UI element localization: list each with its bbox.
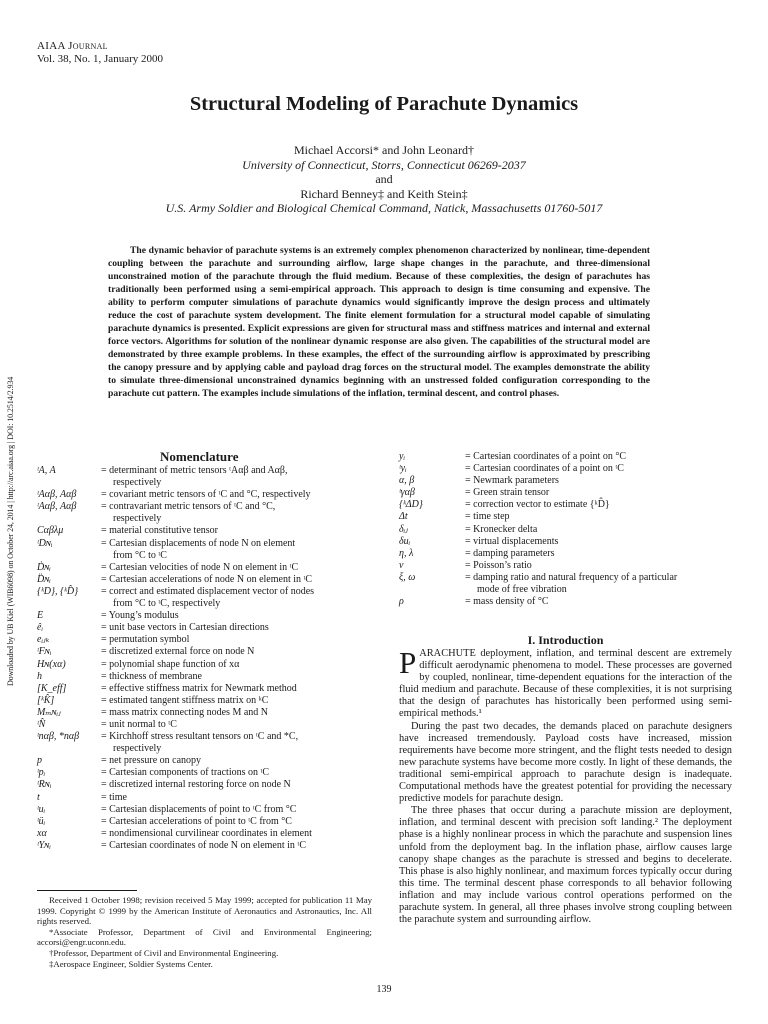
nomenclature-definition: = correction vector to estimate {ᵏD̂}: [465, 499, 610, 511]
nomenclature-entry: [37, 804, 372, 816]
nomenclature-definition: = permutation symbol: [101, 634, 190, 646]
nomenclature-entry: [399, 463, 732, 475]
nomenclature-definition: = nondimensional curvilinear coordinates in element: [101, 827, 312, 839]
nomenclature-definition: = Poisson’s ratio: [465, 559, 532, 571]
nomenclature-definition: = Cartesian coordinates of a point on ᵗC: [465, 463, 624, 475]
nomenclature-symbol: h: [37, 670, 42, 682]
nomenclature-definition-continued: from °C to ᵗC, respectively: [113, 598, 221, 610]
nomenclature-symbol: ᵗFɴᵢ: [37, 646, 52, 658]
journal-header: [37, 40, 163, 66]
nomenclature-entry: [37, 755, 372, 767]
nomenclature-definition: = net pressure on canopy: [101, 755, 202, 767]
nomenclature-entry: [37, 683, 372, 695]
nomenclature-symbol: ν: [399, 559, 404, 571]
intro-paragraph-3: The three phases that occur during a parachute mission are deployment, inflation, and terminal descent with precision soft landing.² The deployment phase is a highly nonlinear process in which the parachute and suspension lines unfold from the deployment bag. In the inflation phase, airflow causes large canopy shape changes as the parachute is stressed and begins to decelerate. This phase is also highly nonlinear, and maximum forces typically occur during this time. The terminal descent phase corresponds to all behavior following inflation and may include various control operations performed on the parachute system. In general, all three phases involve strong coupling between the parachute system and surrounding airflow.: [399, 805, 732, 926]
nomenclature-definition: = time step: [465, 511, 510, 523]
nomenclature-entry: [37, 646, 372, 658]
nomenclature-left: [37, 465, 372, 852]
nomenclature-definition: = material constitutive tensor: [101, 525, 218, 537]
nomenclature-entry: [37, 574, 372, 586]
nomenclature-definition-continued: respectively: [113, 477, 162, 489]
nomenclature-symbol: xα: [37, 827, 47, 839]
nomenclature-symbol: Mₘɴᵢⱼ: [37, 706, 61, 718]
nomenclature-entry: [399, 487, 732, 499]
journal-volume: Vol. 38, No. 1, January 2000: [37, 53, 163, 65]
nomenclature-symbol: ᵗN̂: [37, 718, 46, 730]
footnote-rule: [37, 890, 137, 891]
nomenclature-symbol: ᵗüᵢ: [37, 815, 46, 827]
nomenclature-definition: = mass density of °C: [465, 596, 549, 608]
nomenclature-definition: = unit normal to ᵗC: [101, 718, 177, 730]
intro-paragraph-2: During the past two decades, the demands placed on parachute designers have increased tremendously. Payload costs have increased, mission requirements have become more stringent, and the flight tests needed to design new parachute systems have become more costly. In light of these demands, the traditional semi-empirical approach to parachute design is inadequate. Computational methods have the greatest potential for providing the necessary predictive models for parachute design.: [399, 720, 732, 805]
nomenclature-definition: = Young’s modulus: [101, 610, 179, 622]
journal-name: AIAA Journal: [37, 40, 108, 52]
nomenclature-symbol: [ᵏK̂]: [37, 694, 55, 706]
drop-cap: P: [399, 645, 417, 680]
footnotes: [37, 895, 372, 969]
nomenclature-definition: = Kirchhoff stress resultant tensors on ᵗC and *C,: [101, 731, 299, 743]
nomenclature-definition: = discretized internal restoring force on node N: [101, 779, 291, 791]
nomenclature-symbol: ρ: [399, 596, 404, 608]
intro-p1-text: deployment, inflation, and terminal descent are extremely difficult aerodynamic phenomena to model. These processes are governed by coupled, nonlinear, time-dependent equations for the interaction of the fluid medium and parachute. Because of these complexities, it is not surprising that the design of parachutes has historically been performed using semi-empirical methods.¹: [399, 648, 732, 720]
nomenclature-definition: = effective stiffness matrix for Newmark method: [101, 682, 297, 694]
nomenclature-definition: = virtual displacements: [465, 535, 559, 547]
nomenclature-definition: = unit base vectors in Cartesian directions: [101, 622, 269, 634]
nomenclature-symbol: ᵗYɴᵢ: [37, 839, 51, 851]
affiliation-1: University of Connecticut, Storrs, Connecticut 06269-2037: [242, 157, 526, 172]
nomenclature-entry: [399, 451, 732, 463]
nomenclature-definition: = correct and estimated displacement vector of nodes: [101, 585, 315, 597]
paper-title: Structural Modeling of Parachute Dynamics: [189, 93, 579, 115]
nomenclature-definition: = Newmark parameters: [465, 475, 559, 487]
nomenclature-symbol: ᵗA, A: [37, 465, 56, 476]
nomenclature-entry: [37, 671, 372, 683]
nomenclature-entry: [37, 562, 372, 574]
download-side-note: [6, 336, 20, 686]
nomenclature-entry: [399, 596, 732, 608]
nomenclature-symbol: ᵗnαβ, *nαβ: [37, 731, 80, 743]
nomenclature-symbol: [K_eff]: [37, 682, 67, 694]
nomenclature-entry: [399, 548, 732, 560]
nomenclature-symbol: {ᵏD}, {ᵏD̂}: [37, 585, 79, 597]
nomenclature-entry: [37, 538, 372, 562]
nomenclature-symbol: Hɴ(xα): [37, 658, 66, 670]
nomenclature-symbol: ᵗRɴᵢ: [37, 779, 52, 791]
nomenclature-symbol: E: [37, 610, 44, 622]
nomenclature-entry: [37, 634, 372, 646]
nomenclature-entry: [37, 622, 372, 634]
nomenclature-definition: = Cartesian displacements of node N on element: [101, 537, 296, 549]
nomenclature-definition: = determinant of metric tensors ᵗAαβ and Aαβ,: [101, 465, 288, 476]
nomenclature-entry: [37, 501, 372, 525]
nomenclature-entry: [37, 731, 372, 755]
nomenclature-entry: [399, 475, 732, 487]
nomenclature-entry: [37, 767, 372, 779]
authors-line-2: Richard Benney‡ and Keith Stein‡: [300, 186, 468, 201]
nomenclature-definition: = Cartesian accelerations of node N on element in ᵗC: [101, 573, 313, 585]
nomenclature-symbol: {ᵏΔD}: [399, 499, 423, 511]
nomenclature-symbol: ᵗγαβ: [399, 487, 415, 499]
nomenclature-entry: [399, 499, 732, 511]
nomenclature-entry: [37, 659, 372, 671]
nomenclature-symbol: ᵗuᵢ: [37, 803, 46, 815]
nomenclature-definition: = Cartesian components of tractions on ᵗC: [101, 767, 270, 779]
authors-line-1: Michael Accorsi* and John Leonard†: [294, 143, 474, 157]
nomenclature-entry: [37, 586, 372, 610]
introduction-heading: I. Introduction: [527, 633, 604, 647]
nomenclature-symbol: η, λ: [399, 547, 414, 559]
nomenclature-symbol: ᵗAαβ, Aαβ: [37, 489, 77, 501]
nomenclature-entry: [37, 816, 372, 828]
nomenclature-definition: = thickness of membrane: [101, 670, 202, 682]
nomenclature-symbol: ᵗyᵢ: [399, 463, 407, 475]
intro-paragraph-1: [399, 645, 732, 721]
intro-first-word: ARACHUTE: [419, 648, 476, 659]
nomenclature-entry: [37, 828, 372, 840]
nomenclature-entry: [37, 707, 372, 719]
nomenclature-definition: = Cartesian accelerations of point to ᵗC from °C: [101, 815, 292, 827]
nomenclature-entry: [37, 489, 372, 501]
nomenclature-entry: [37, 695, 372, 707]
nomenclature-definition: = Cartesian displacements of point to ᵗC from °C: [101, 803, 297, 815]
nomenclature-symbol: ᵗDɴᵢ: [37, 537, 53, 549]
nomenclature-right: [399, 451, 732, 608]
footnote-2: †Professor, Department of Civil and Environmental Engineering.: [49, 947, 279, 958]
nomenclature-symbol: ξ, ω: [399, 571, 416, 583]
footnote-3: ‡Aerospace Engineer, Soldier Systems Center.: [49, 958, 213, 969]
nomenclature-entry: [37, 840, 372, 852]
footnote-1: *Associate Professor, Department of Civil and Environmental Engineering; accorsi@engr.uconn.edu.: [37, 926, 372, 948]
nomenclature-symbol: δᵢⱼ: [399, 523, 408, 535]
nomenclature-heading: Nomenclature: [160, 449, 239, 464]
nomenclature-symbol: Cαβλμ: [37, 525, 64, 537]
nomenclature-definition: = Cartesian coordinates of a point on °C: [465, 451, 626, 462]
nomenclature-definition-continued: respectively: [113, 743, 162, 755]
nomenclature-symbol: eᵢⱼₖ: [37, 634, 50, 646]
nomenclature-symbol: Ḋɴᵢ: [37, 561, 51, 573]
nomenclature-entry: [399, 560, 732, 572]
nomenclature-definition: = time: [101, 791, 127, 803]
nomenclature-definition: = covariant metric tensors of ᵗC and °C, respectively: [101, 489, 311, 501]
nomenclature-symbol: p: [37, 755, 42, 767]
nomenclature-symbol: êᵢ: [37, 622, 44, 634]
nomenclature-definition: = Cartesian coordinates of node N on element in ᵗC: [101, 839, 306, 851]
nomenclature-symbol: ᵗpᵢ: [37, 767, 46, 779]
side-note-text: Downloaded by UB Kiel (WIB6098) on October 24, 2014 | http://arc.aiaa.org | DOI: 10.2514/2.934: [6, 376, 15, 686]
nomenclature-definition-continued: mode of free vibration: [477, 584, 567, 596]
nomenclature-definition: = discretized external force on node N: [101, 646, 255, 658]
affiliation-2: U.S. Army Soldier and Biological Chemical Command, Natick, Massachusetts 01760-5017: [165, 201, 603, 216]
nomenclature-entry: [37, 465, 372, 489]
nomenclature-symbol: Δt: [399, 511, 408, 523]
nomenclature-symbol: δuᵢ: [399, 535, 411, 547]
nomenclature-symbol: ᵗAαβ, Aαβ: [37, 501, 77, 513]
nomenclature-definition-continued: respectively: [113, 513, 162, 525]
nomenclature-entry: [37, 719, 372, 731]
nomenclature-definition: = Kronecker delta: [465, 523, 538, 535]
nomenclature-definition: = damping parameters: [465, 547, 555, 559]
nomenclature-entry: [37, 779, 372, 791]
nomenclature-entry: [399, 536, 732, 548]
introduction-body: [399, 645, 732, 926]
nomenclature-definition: = damping ratio and natural frequency of a particular: [465, 571, 678, 583]
nomenclature-definition: = estimated tangent stiffness matrix on ᵏC: [101, 694, 269, 706]
nomenclature-definition: = polynomial shape function of xα: [101, 658, 240, 670]
abstract: The dynamic behavior of parachute systems is an extremely complex phenomenon characterized by nonlinear, time-dependent coupling between the parachute and surrounding airflow, large shape changes in the parachute, and three-dimensional unconstrained motion of the parachute through the fluid medium. Because of these complexities, the design of parachutes has traditionally been performed using a semi-empirical approach. This approach to design is time consuming and expensive. The ability to perform computer simulations of parachute dynamics would significantly improve the design process and ultimately reduce the cost of parachute system development. The finite element formulation for a structural model capable of simulating parachute dynamics is presented. Explicit expressions are given for structural mass and stiffness matrices and internal and external force vectors. Algorithms for solution of the nonlinear dynamic response are also given. The capabilities of the structural model are demonstrated by three example problems. In these examples, the effect of the surrounding airflow is approximated by prescribing the canopy pressure and by applying cable and payload drag forces on the structural model. The examples demonstrate the ability to simulate three-dimensional unconstrained dynamics beginning with an unstressed folded configuration corresponding to the parachute cut pattern. The examples include simulations of the inflation, terminal descent, and control phases.: [108, 245, 650, 399]
nomenclature-definition: = Green strain tensor: [465, 487, 550, 499]
nomenclature-symbol: D̈ɴᵢ: [37, 573, 51, 585]
nomenclature-definition: = contravariant metric tensors of ᵗC and °C,: [101, 501, 276, 513]
page-number: 139: [376, 984, 392, 995]
nomenclature-definition: = mass matrix connecting nodes M and N: [101, 706, 268, 718]
nomenclature-entry: [37, 525, 372, 537]
author-block: [0, 143, 768, 216]
nomenclature-definition-continued: from °C to ᵗC: [113, 549, 167, 561]
nomenclature-entry: [399, 511, 732, 523]
nomenclature-entry: [37, 792, 372, 804]
nomenclature-symbol: yᵢ: [399, 451, 406, 462]
footnote-received: Received 1 October 1998; revision received 5 May 1999; accepted for publication 11 May 1999. Copyright © 1999 by the American Institute of Aeronautics and Astronautics, Inc. All rights reserved.: [37, 895, 372, 927]
nomenclature-entry: [399, 524, 732, 536]
nomenclature-symbol: t: [37, 791, 40, 803]
nomenclature-symbol: α, β: [399, 475, 415, 487]
nomenclature-entry: [37, 610, 372, 622]
nomenclature-definition: = Cartesian velocities of node N on element in ᵗC: [101, 561, 299, 573]
authors-and: and: [375, 172, 393, 187]
nomenclature-entry: [399, 572, 732, 596]
